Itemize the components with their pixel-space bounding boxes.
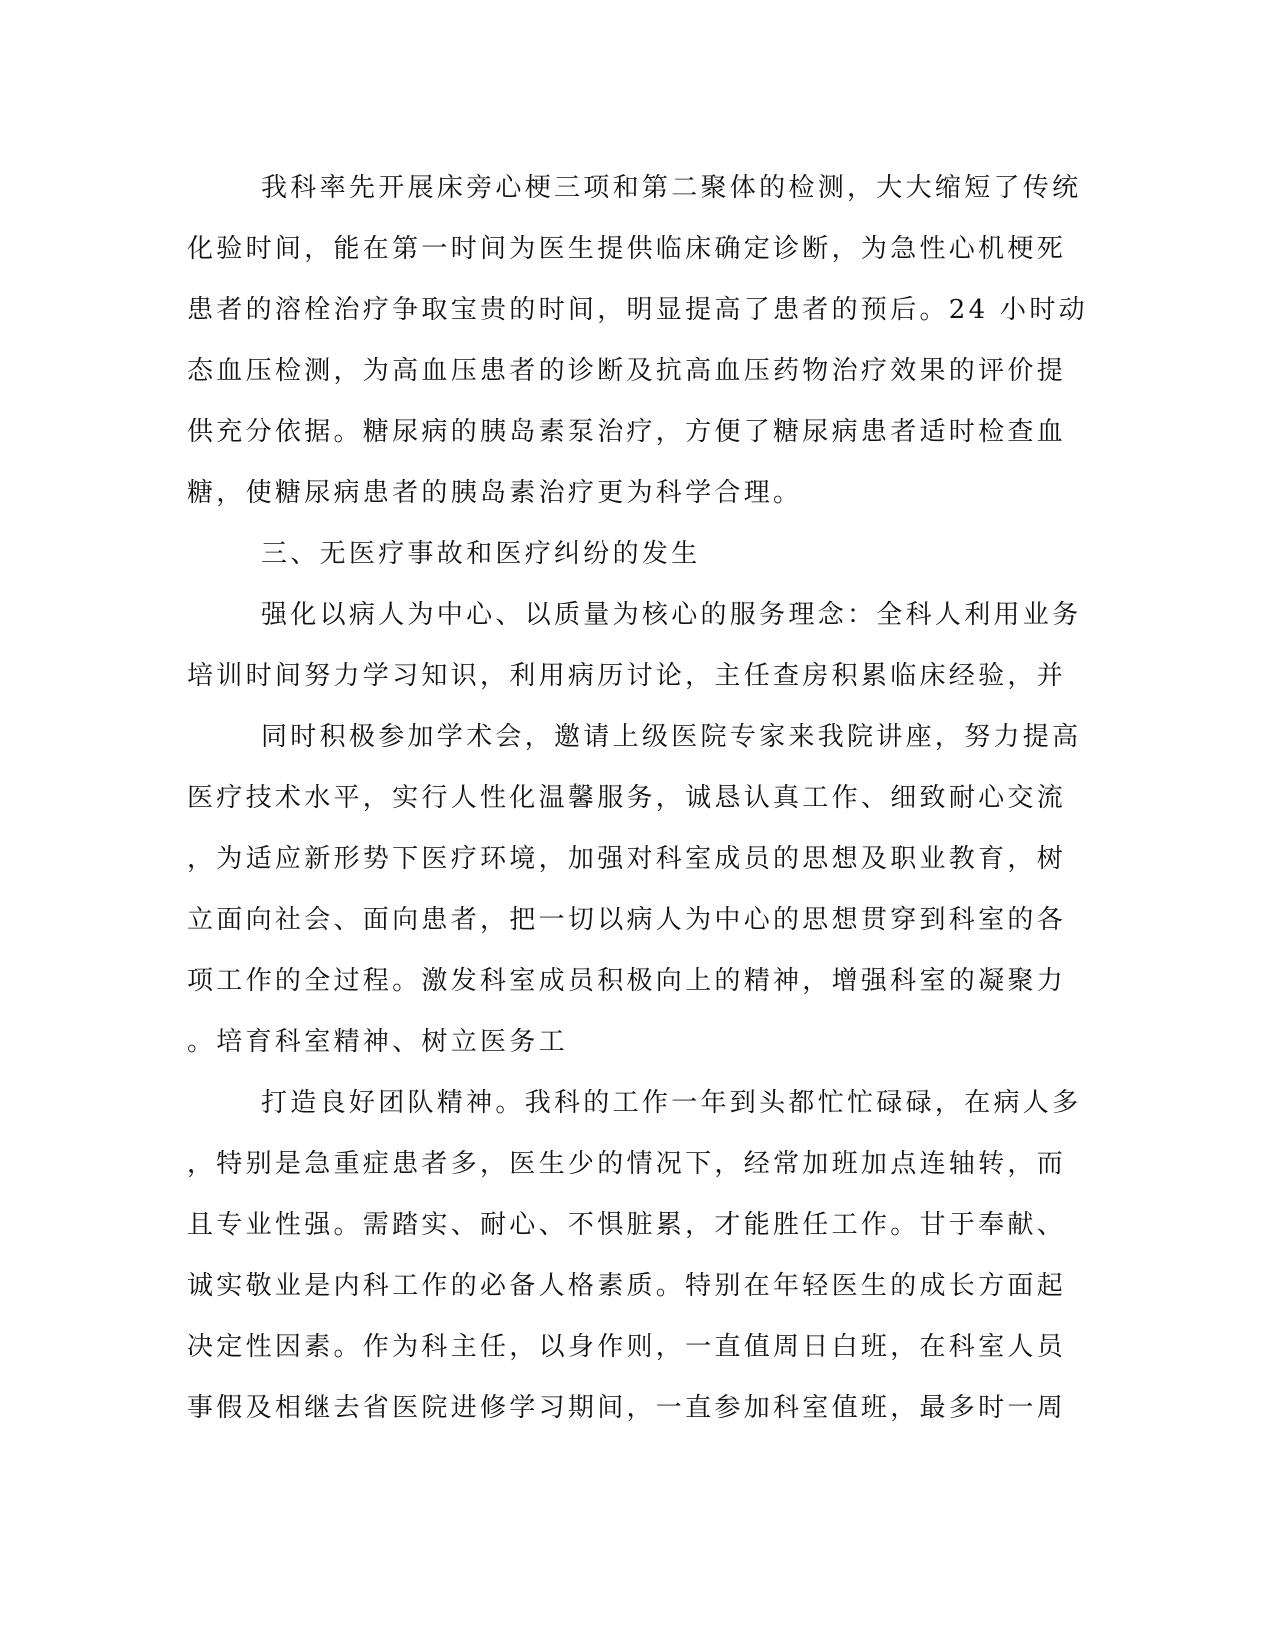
- text-line: 患者的溶栓治疗争取宝贵的时间，明显提高了患者的预后。24 小时动: [187, 295, 1088, 325]
- text-line: 且专业性强。需踏实、耐心、不惧脏累，才能胜任工作。甘于奉献、: [187, 1210, 1067, 1240]
- text-line: 同时积极参加学术会，邀请上级医院专家来我院讲座，努力提高: [261, 722, 1082, 752]
- text-line: 我科率先开展床旁心梗三项和第二聚体的检测，大大缩短了传统: [261, 173, 1082, 203]
- section-heading: 三、无医疗事故和医疗纠纷的发生: [261, 539, 701, 569]
- document-body: [187, 158, 1087, 1439]
- text-line: 诚实敬业是内科工作的必备人格素质。特别在年轻医生的成长方面起: [187, 1271, 1067, 1301]
- text-line: 决定性因素。作为科主任，以身作则，一直值周日白班，在科室人员: [187, 1332, 1067, 1362]
- text-line: 打造良好团队精神。我科的工作一年到头都忙忙碌碌，在病人多: [261, 1088, 1082, 1118]
- text-line: 供充分依据。糖尿病的胰岛素泵治疗，方便了糖尿病患者适时检查血: [187, 417, 1067, 447]
- text-line: 医疗技术水平，实行人性化温馨服务，诚恳认真工作、细致耐心交流: [187, 783, 1067, 813]
- text-line: 立面向社会、面向患者，把一切以病人为中心的思想贯穿到科室的各: [187, 905, 1067, 935]
- text-line: ，特别是急重症患者多，医生少的情况下，经常加班加点连轴转，而: [187, 1149, 1067, 1179]
- text-line: 事假及相继去省医院进修学习期间，一直参加科室值班，最多时一周: [187, 1393, 1067, 1423]
- text-line: 化验时间，能在第一时间为医生提供临床确定诊断，为急性心机梗死: [187, 234, 1067, 264]
- text-line: 培训时间努力学习知识，利用病历讨论，主任查房积累临床经验，并: [187, 661, 1067, 691]
- text-line: 强化以病人为中心、以质量为核心的服务理念：全科人利用业务: [261, 600, 1082, 630]
- text-line: 糖，使糖尿病患者的胰岛素治疗更为科学合理。: [187, 478, 803, 508]
- text-line: ，为适应新形势下医疗环境，加强对科室成员的思想及职业教育，树: [187, 844, 1067, 874]
- text-line: 项工作的全过程。激发科室成员积极向上的精神，增强科室的凝聚力: [187, 966, 1067, 996]
- text-line: 。培育科室精神、树立医务工: [187, 1027, 568, 1057]
- text-line: 态血压检测，为高血压患者的诊断及抗高血压药物治疗效果的评价提: [187, 356, 1067, 386]
